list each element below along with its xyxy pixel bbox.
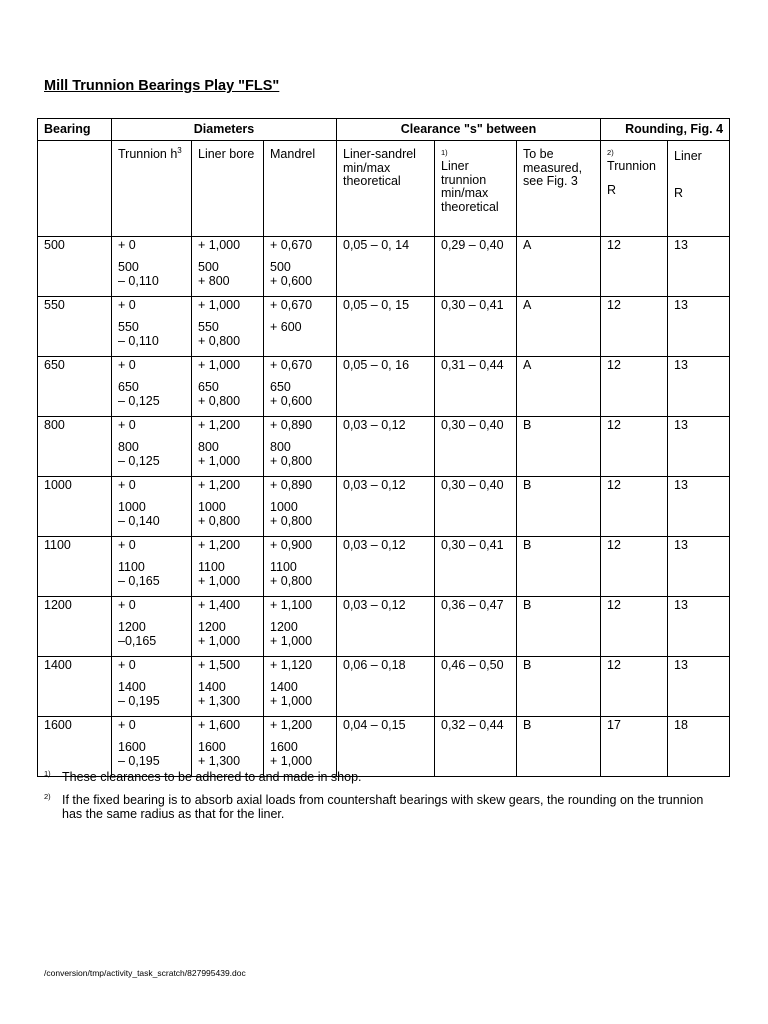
cell-mandrel: + 1,200 1600 + 1,000 bbox=[264, 717, 337, 777]
cell-liner-bore: + 1,000 500 + 800 bbox=[192, 237, 264, 297]
footnote-2-marker: 2) bbox=[607, 148, 614, 157]
cell-measured: B bbox=[517, 717, 601, 777]
header-row-2 bbox=[38, 141, 730, 237]
cell-mandrel: + 0,890 800 + 0,800 bbox=[264, 417, 337, 477]
cell-rounding-liner: 13 bbox=[668, 597, 730, 657]
cell-bearing: 1000 bbox=[38, 477, 112, 537]
footnote-1-marker: 1) bbox=[441, 148, 448, 157]
cell-liner-trunnion: 0,30 – 0,41 bbox=[435, 297, 517, 357]
cell-liner-trunnion: 0,30 – 0,41 bbox=[435, 537, 517, 597]
cell-liner-bore: + 1,200 1100 + 1,000 bbox=[192, 537, 264, 597]
cell-rounding-liner: 13 bbox=[668, 657, 730, 717]
cell-trunnion: + 0 1000 – 0,140 bbox=[112, 477, 192, 537]
cell-rounding-trunnion: 12 bbox=[601, 657, 668, 717]
header-liner-bore: Liner bore bbox=[192, 141, 264, 237]
header-row-1 bbox=[38, 119, 730, 141]
cell-mandrel: + 1,100 1200 + 1,000 bbox=[264, 597, 337, 657]
cell-rounding-liner: 13 bbox=[668, 237, 730, 297]
cell-liner-bore: + 1,000 550 + 0,800 bbox=[192, 297, 264, 357]
footnotes bbox=[44, 770, 744, 830]
cell-bearing: 550 bbox=[38, 297, 112, 357]
cell-bearing: 1200 bbox=[38, 597, 112, 657]
cell-measured: B bbox=[517, 597, 601, 657]
cell-bearing: 1100 bbox=[38, 537, 112, 597]
cell-liner-bore: + 1,200 800 + 1,000 bbox=[192, 417, 264, 477]
cell-rounding-trunnion: 12 bbox=[601, 537, 668, 597]
header-liner-sandrel: Liner-sandrel min/max theoretical bbox=[337, 141, 435, 237]
cell-liner-trunnion: 0,30 – 0,40 bbox=[435, 477, 517, 537]
cell-liner-sandrel: 0,05 – 0, 14 bbox=[337, 237, 435, 297]
header-diameters: Diameters bbox=[112, 119, 337, 141]
cell-rounding-trunnion: 12 bbox=[601, 417, 668, 477]
cell-mandrel: + 0,670 500 + 0,600 bbox=[264, 237, 337, 297]
cell-liner-bore: + 1,400 1200 + 1,000 bbox=[192, 597, 264, 657]
header-to-be-measured: To be measured, see Fig. 3 bbox=[517, 141, 601, 237]
cell-liner-sandrel: 0,05 – 0, 15 bbox=[337, 297, 435, 357]
cell-rounding-liner: 13 bbox=[668, 357, 730, 417]
cell-trunnion: + 0 550 – 0,110 bbox=[112, 297, 192, 357]
cell-mandrel: + 0,670 650 + 0,600 bbox=[264, 357, 337, 417]
cell-rounding-trunnion: 12 bbox=[601, 477, 668, 537]
cell-rounding-trunnion: 12 bbox=[601, 297, 668, 357]
cell-liner-sandrel: 0,06 – 0,18 bbox=[337, 657, 435, 717]
cell-bearing: 1400 bbox=[38, 657, 112, 717]
cell-rounding-trunnion: 12 bbox=[601, 237, 668, 297]
cell-rounding-liner: 13 bbox=[668, 537, 730, 597]
cell-measured: B bbox=[517, 477, 601, 537]
header-rounding-liner: Liner R bbox=[668, 141, 730, 237]
cell-bearing: 800 bbox=[38, 417, 112, 477]
cell-mandrel: + 0,890 1000 + 0,800 bbox=[264, 477, 337, 537]
header-clearance: Clearance "s" between bbox=[337, 119, 601, 141]
cell-trunnion: + 0 1600 – 0,195 bbox=[112, 717, 192, 777]
document-title: Mill Trunnion Bearings Play "FLS" bbox=[44, 78, 280, 94]
cell-liner-trunnion: 0,32 – 0,44 bbox=[435, 717, 517, 777]
cell-trunnion: + 0 650 – 0,125 bbox=[112, 357, 192, 417]
header-rounding-trunnion: 2) Trunnion R bbox=[601, 141, 668, 237]
table-row bbox=[38, 477, 730, 537]
cell-bearing: 500 bbox=[38, 237, 112, 297]
table-row bbox=[38, 657, 730, 717]
cell-liner-trunnion: 0,29 – 0,40 bbox=[435, 237, 517, 297]
header-rounding: Rounding, Fig. 4 bbox=[601, 119, 730, 141]
table-row bbox=[38, 717, 730, 777]
cell-mandrel: + 0,670 + 600 bbox=[264, 297, 337, 357]
cell-liner-sandrel: 0,04 – 0,15 bbox=[337, 717, 435, 777]
cell-trunnion: + 0 500 – 0,110 bbox=[112, 237, 192, 297]
footnote-1: 1) These clearances to be adhered to and made in shop. bbox=[44, 769, 362, 784]
cell-bearing: 650 bbox=[38, 357, 112, 417]
cell-rounding-trunnion: 17 bbox=[601, 717, 668, 777]
table-row bbox=[38, 537, 730, 597]
cell-measured: A bbox=[517, 357, 601, 417]
header-trunnion-h: Trunnion $h^3$ bbox=[112, 141, 192, 237]
cell-trunnion: + 0 1100 – 0,165 bbox=[112, 537, 192, 597]
bearings-table bbox=[37, 118, 730, 777]
cell-bearing: 1600 bbox=[38, 717, 112, 777]
cell-mandrel: + 0,900 1100 + 0,800 bbox=[264, 537, 337, 597]
file-path-footer: /conversion/tmp/activity_task_scratch/827995439.doc bbox=[44, 968, 246, 978]
header-mandrel: Mandrel bbox=[264, 141, 337, 237]
cell-trunnion: + 0 1400 – 0,195 bbox=[112, 657, 192, 717]
cell-measured: B bbox=[517, 657, 601, 717]
cell-trunnion: + 0 1200 –0,165 bbox=[112, 597, 192, 657]
cell-liner-bore: + 1,000 650 + 0,800 bbox=[192, 357, 264, 417]
cell-mandrel: + 1,120 1400 + 1,000 bbox=[264, 657, 337, 717]
cell-liner-sandrel: 0,03 – 0,12 bbox=[337, 477, 435, 537]
cell-liner-bore: + 1,600 1600 + 1,300 bbox=[192, 717, 264, 777]
cell-liner-trunnion: 0,31 – 0,44 bbox=[435, 357, 517, 417]
cell-measured: A bbox=[517, 297, 601, 357]
cell-rounding-trunnion: 12 bbox=[601, 357, 668, 417]
cell-rounding-trunnion: 12 bbox=[601, 597, 668, 657]
cell-measured: B bbox=[517, 537, 601, 597]
cell-liner-trunnion: 0,46 – 0,50 bbox=[435, 657, 517, 717]
cell-measured: B bbox=[517, 417, 601, 477]
table-row bbox=[38, 237, 730, 297]
table-row bbox=[38, 597, 730, 657]
cell-liner-sandrel: 0,03 – 0,12 bbox=[337, 597, 435, 657]
cell-rounding-liner: 13 bbox=[668, 297, 730, 357]
cell-rounding-liner: 13 bbox=[668, 417, 730, 477]
cell-liner-sandrel: 0,03 – 0,12 bbox=[337, 417, 435, 477]
table-row bbox=[38, 297, 730, 357]
cell-liner-sandrel: 0,05 – 0, 16 bbox=[337, 357, 435, 417]
cell-liner-bore: + 1,200 1000 + 0,800 bbox=[192, 477, 264, 537]
cell-rounding-liner: 13 bbox=[668, 477, 730, 537]
cell-measured: A bbox=[517, 237, 601, 297]
header-empty bbox=[38, 141, 112, 237]
footnote-2: 2) If the fixed bearing is to absorb axial loads from countershaft bearings with skew gears, the rounding on the trunnion has the same radius as that for the liner. bbox=[44, 792, 704, 821]
cell-liner-trunnion: 0,30 – 0,40 bbox=[435, 417, 517, 477]
cell-liner-bore: + 1,500 1400 + 1,300 bbox=[192, 657, 264, 717]
table-row bbox=[38, 357, 730, 417]
header-bearing: Bearing bbox=[38, 119, 112, 141]
header-liner-trunnion: 1) Liner trunnion min/max theoretical bbox=[435, 141, 517, 237]
cell-rounding-liner: 18 bbox=[668, 717, 730, 777]
cell-liner-trunnion: 0,36 – 0,47 bbox=[435, 597, 517, 657]
cell-liner-sandrel: 0,03 – 0,12 bbox=[337, 537, 435, 597]
cell-trunnion: + 0 800 – 0,125 bbox=[112, 417, 192, 477]
table-row bbox=[38, 417, 730, 477]
